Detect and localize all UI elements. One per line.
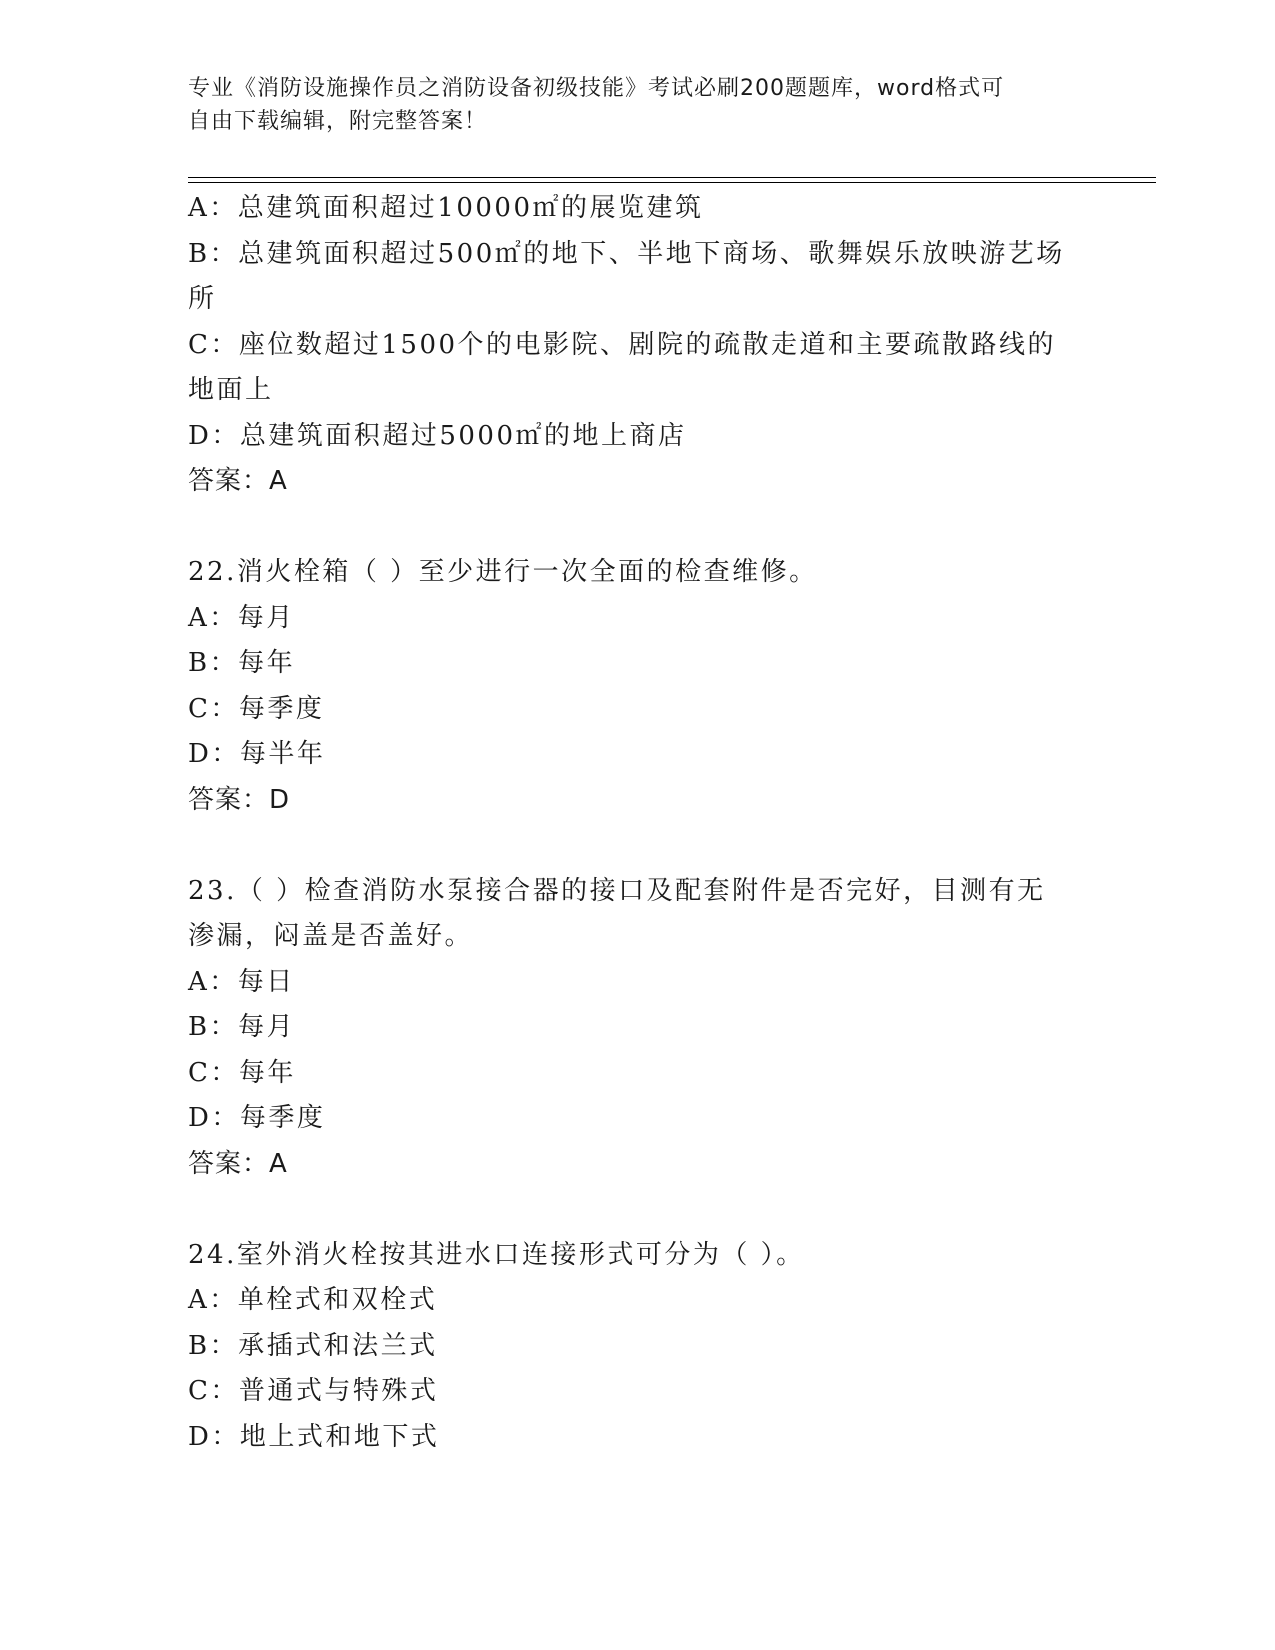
option-b: B：每月 xyxy=(188,1012,296,1042)
answer: 答案：D xyxy=(188,784,291,815)
option-d: D：每季度 xyxy=(188,1103,326,1133)
question-text-continued: 渗漏，闷盖是否盖好。 xyxy=(188,921,474,951)
header-title-line-1: 专业《消防设施操作员之消防设备初级技能》考试必刷200题题库，word格式可 xyxy=(188,76,1005,101)
document-header xyxy=(188,72,1088,138)
question-21-continued xyxy=(188,186,1088,505)
question-list xyxy=(188,186,1088,1460)
question-24 xyxy=(188,1233,1088,1461)
header-title-line-2: 自由下载编辑，附完整答案！ xyxy=(188,109,488,134)
header-divider-top xyxy=(188,177,1156,178)
question-23 xyxy=(188,869,1088,1188)
question-text: 24.室外消火栓按其进水口连接形式可分为（ ）。 xyxy=(188,1239,805,1270)
header-divider-bottom xyxy=(188,182,1156,183)
spacer xyxy=(188,505,1088,551)
option-a: A：总建筑面积超过10000㎡的展览建筑 xyxy=(188,193,704,223)
option-b: B：总建筑面积超过500㎡的地下、半地下商场、歌舞娱乐放映游艺场 xyxy=(188,238,1065,269)
option-c: C：普通式与特殊式 xyxy=(188,1376,439,1406)
spacer xyxy=(188,823,1088,869)
option-d: D：总建筑面积超过5000㎡的地上商店 xyxy=(188,420,687,451)
question-22 xyxy=(188,550,1088,823)
option-d: D：地上式和地下式 xyxy=(188,1421,440,1452)
question-text: 22.消火栓箱（ ）至少进行一次全面的检查维修。 xyxy=(188,557,818,587)
spacer xyxy=(188,1187,1088,1233)
option-c: C：座位数超过1500个的电影院、剧院的疏散走道和主要疏散路线的 xyxy=(188,329,1057,360)
answer: 答案：A xyxy=(188,466,288,496)
option-b: B：承插式和法兰式 xyxy=(188,1330,438,1361)
option-a: A：每日 xyxy=(188,966,295,997)
question-text: 23.（ ）检查消防水泵接合器的接口及配套附件是否完好，目测有无 xyxy=(188,875,1046,906)
option-c: C：每季度 xyxy=(188,693,325,724)
option-c-continued: 地面上 xyxy=(188,375,274,405)
option-a: A：单栓式和双栓式 xyxy=(188,1285,438,1315)
option-d: D：每半年 xyxy=(188,739,326,769)
option-a: A：每月 xyxy=(188,602,295,633)
option-c: C：每年 xyxy=(188,1057,296,1088)
option-b-continued: 所 xyxy=(188,284,217,314)
answer: 答案：A xyxy=(188,1148,288,1179)
option-b: B：每年 xyxy=(188,648,296,678)
